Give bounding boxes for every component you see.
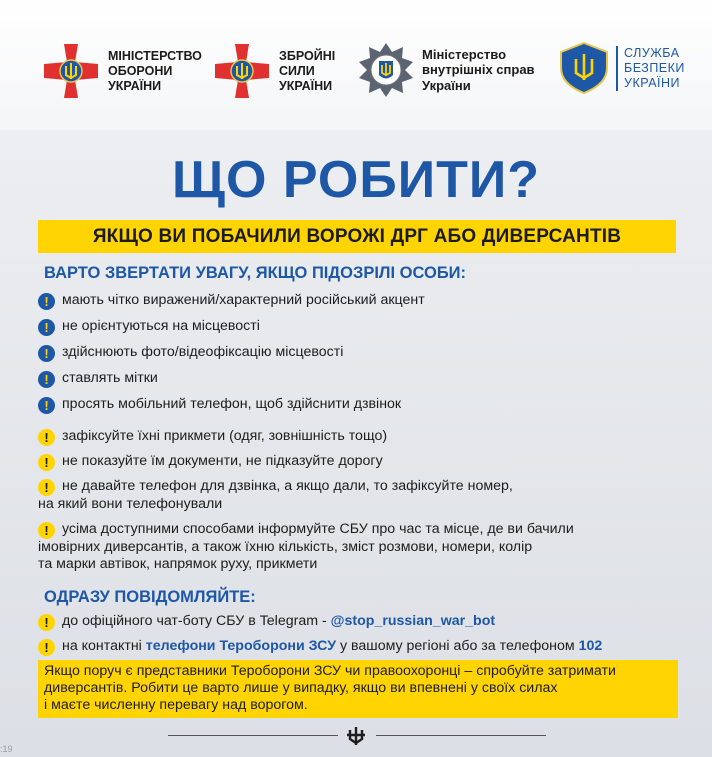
attention-heading: ВАРТО ЗВЕРТАТИ УВАГУ, ЯКЩО ПІДОЗРІЛІ ОСОБИ: <box>44 264 467 282</box>
exclamation-icon: ! <box>38 614 55 631</box>
exclamation-icon: ! <box>38 371 55 388</box>
org-zsu <box>213 42 335 100</box>
attention-item: ! здійснюють фото/відеофіксацію місцевості <box>38 344 688 362</box>
exclamation-icon: ! <box>38 454 55 471</box>
sbu-shield-emblem-icon <box>560 42 608 94</box>
attention-item: ! не орієнтуються на місцевості <box>38 318 688 336</box>
report-heading: ОДРАЗУ ПОВІДОМЛЯЙТЕ: <box>44 588 256 606</box>
attention-item: ! просять мобільний телефон, щоб здійснити дзвінок <box>38 396 688 414</box>
exclamation-icon: ! <box>38 319 55 336</box>
defence-cross-emblem-icon <box>42 42 100 100</box>
trident-star-emblem-icon <box>358 42 414 98</box>
exclamation-icon: ! <box>38 293 55 310</box>
exclamation-icon: ! <box>38 522 55 539</box>
detain-note: Якщо поруч є представники Тероборони ЗСУ чи правоохоронці – спробуйте затримати диверсантів. Робити це варто лише у випадку, якщо ви впевнені у своїх силах і маєте численну перевагу над ворогом. <box>38 660 678 718</box>
exclamation-icon: ! <box>38 429 55 446</box>
org-mod <box>42 42 202 100</box>
org-mvs-name: Міністерство внутрішніх справ України <box>422 46 535 93</box>
exclamation-icon: ! <box>38 397 55 414</box>
title-banner: ЯКЩО ВИ ПОБАЧИЛИ ВОРОЖІ ДРГ АБО ДИВЕРСАНТІВ <box>38 220 676 253</box>
corner-timestamp: :19 <box>0 744 13 754</box>
page-title: ЩО РОБИТИ? <box>172 151 540 209</box>
phone-102[interactable]: 102 <box>578 638 603 654</box>
attention-item: ! ставлять мітки <box>38 370 688 388</box>
action-item: ! зафіксуйте їхні прикмети (одяг, зовнішність тощо) <box>38 428 688 446</box>
action-item: ! не показуйте їм документи, не підказуйте дорогу <box>38 453 688 471</box>
org-sbu <box>560 42 685 94</box>
footer-divider-right <box>376 735 546 736</box>
teroborona-phones-link[interactable]: телефони Тероборони ЗСУ <box>145 638 337 654</box>
armed-forces-cross-emblem-icon <box>213 42 271 100</box>
report-item-phone: ! на контактні телефони Тероборони ЗСУ у вашому регіоні або за телефоном 102 <box>38 638 688 656</box>
action-item: ! не давайте телефон для дзвінка, а якщо дали, то зафіксуйте номер, на який вони телефонували <box>38 478 513 512</box>
trident-icon <box>346 726 366 746</box>
org-sbu-name: СЛУЖБА БЕЗПЕКИ УКРАЇНИ <box>616 46 685 91</box>
report-item-telegram: ! до офіційного чат-боту СБУ в Telegram - @stop_russian_war_bot <box>38 613 688 631</box>
org-mvs <box>358 42 535 98</box>
footer-divider-left <box>168 735 338 736</box>
org-mod-name: МІНІСТЕРСТВО ОБОРОНИ УКРАЇНИ <box>108 48 202 93</box>
org-zsu-name: ЗБРОЙНІ СИЛИ УКРАЇНИ <box>279 48 336 93</box>
telegram-bot-link[interactable]: @stop_russian_war_bot <box>330 613 496 629</box>
exclamation-icon: ! <box>38 345 55 362</box>
attention-item: ! мають чітко виражений/характерний російський акцент <box>38 292 688 310</box>
action-item: ! усіма доступними способами інформуйте СБУ про час та місце, де ви бачили імовірних диверсантів, а також їхню кількість, зміст розмови, номери, колір та марки автівок, напрямок руху, прикмети <box>38 521 574 572</box>
exclamation-icon: ! <box>38 479 55 496</box>
exclamation-icon: ! <box>38 639 55 656</box>
header-logos-bar <box>0 0 712 130</box>
